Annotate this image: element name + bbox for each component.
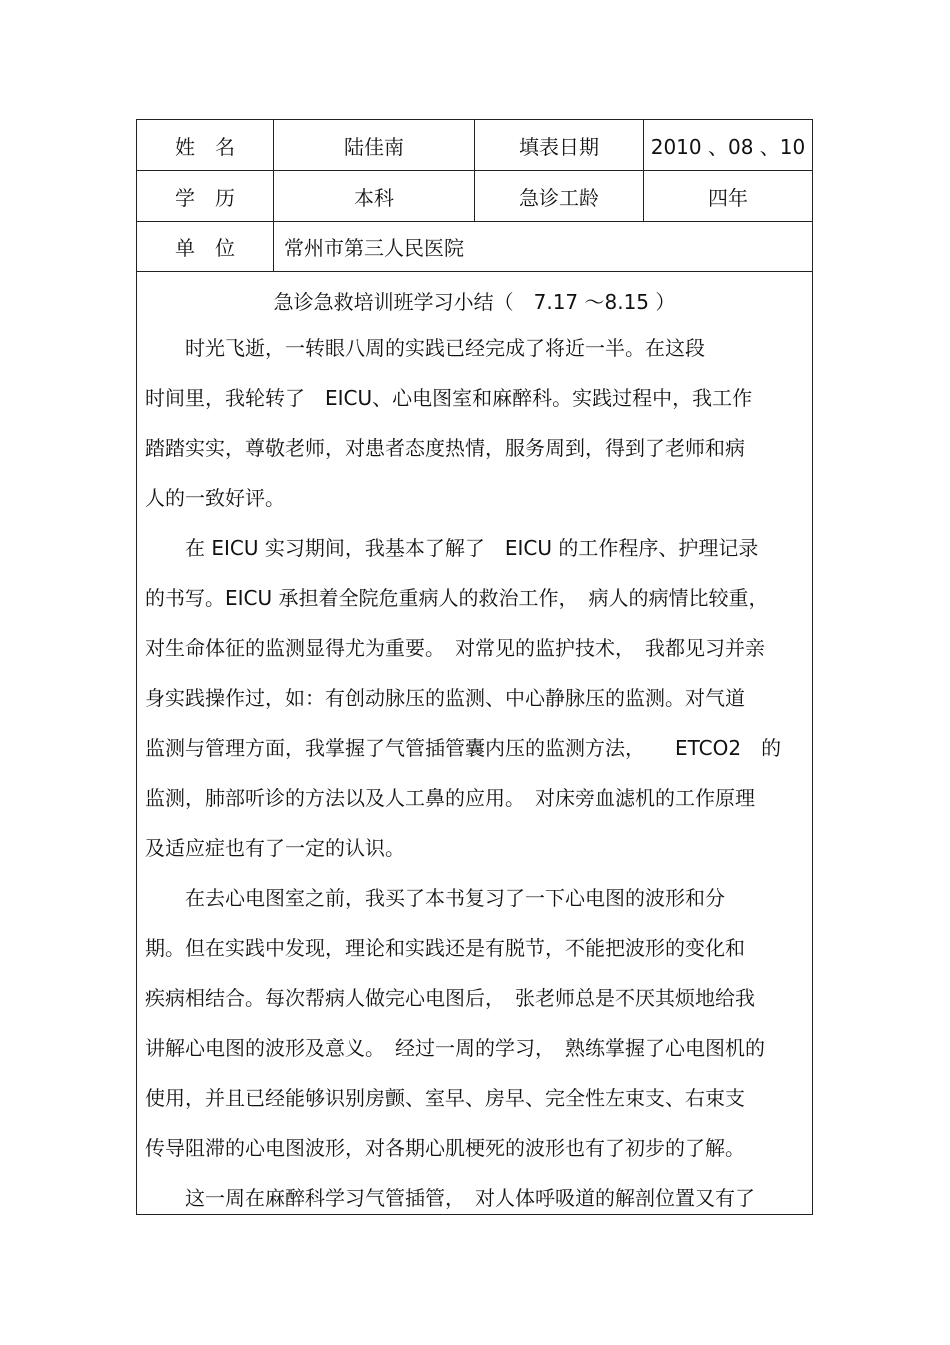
summary-line: 时间里，我轮转了 EICU、心电图室和麻醉科。实践过程中，我工作 — [145, 386, 753, 410]
date-label: 填表日期 — [519, 134, 599, 159]
summary-line: 人的一致好评。 — [145, 486, 285, 510]
name-value: 陆佳南 — [344, 134, 404, 159]
record-form — [136, 119, 813, 1215]
summary-title: 急诊急救培训班学习小结（ 7.17 ～8.15 ） — [273, 290, 676, 314]
summary-line: 踏踏实实，尊敬老师，对患者态度热情，服务周到，得到了老师和病 — [145, 436, 745, 460]
summary-line: 这一周在麻醉科学习气管插管， 对人体呼吸道的解剖位置又有了 — [145, 1186, 755, 1210]
summary-line: 对生命体征的监测显得尤为重要。 对常见的监护技术， 我都见习并亲 — [145, 636, 765, 660]
summary-line: 传导阻滞的心电图波形，对各期心肌梗死的波形也有了初步的了解。 — [145, 1136, 745, 1160]
summary-line: 使用，并且已经能够识别房颤、室早、房早、完全性左束支、右束支 — [145, 1086, 745, 1110]
date-value: 2010 、08 、10 — [650, 134, 806, 159]
emergency-years-value: 四年 — [708, 185, 748, 210]
summary-line: 身实践操作过，如：有创动脉压的监测、中心静脉压的监测。对气道 — [145, 686, 745, 710]
name-label: 姓 名 — [175, 134, 235, 159]
summary-line: 讲解心电图的波形及意义。 经过一周的学习， 熟练掌握了心电图机的 — [145, 1036, 765, 1060]
summary-line: 监测与管理方面，我掌握了气管插管囊内压的监测方法， ETCO2 的 — [145, 736, 782, 760]
unit-value: 常州市第三人民医院 — [284, 236, 464, 260]
row-divider — [137, 271, 812, 272]
summary-line: 的书写。EICU 承担着全院危重病人的救治工作， 病人的病情比较重， — [145, 586, 769, 610]
summary-line: 在去心电图室之前，我买了本书复习了一下心电图的波形和分 — [145, 886, 725, 910]
summary-line: 监测，肺部听诊的方法以及人工鼻的应用。 对床旁血滤机的工作原理 — [145, 786, 755, 810]
unit-label: 单 位 — [175, 236, 235, 260]
education-label: 学 历 — [175, 185, 235, 210]
summary-line: 期。但在实践中发现，理论和实践还是有脱节，不能把波形的变化和 — [145, 936, 745, 960]
education-value: 本科 — [354, 185, 394, 210]
emergency-years-label: 急诊工龄 — [519, 185, 599, 210]
summary-line: 及适应症也有了一定的认识。 — [145, 836, 405, 860]
summary-line: 时光飞逝，一转眼八周的实践已经完成了将近一半。在这段 — [145, 336, 705, 360]
summary-line: 疾病相结合。每次帮病人做完心电图后， 张老师总是不厌其烦地给我 — [145, 986, 755, 1010]
summary-line: 在 EICU 实习期间，我基本了解了 EICU 的工作程序、护理记录 — [145, 536, 759, 560]
